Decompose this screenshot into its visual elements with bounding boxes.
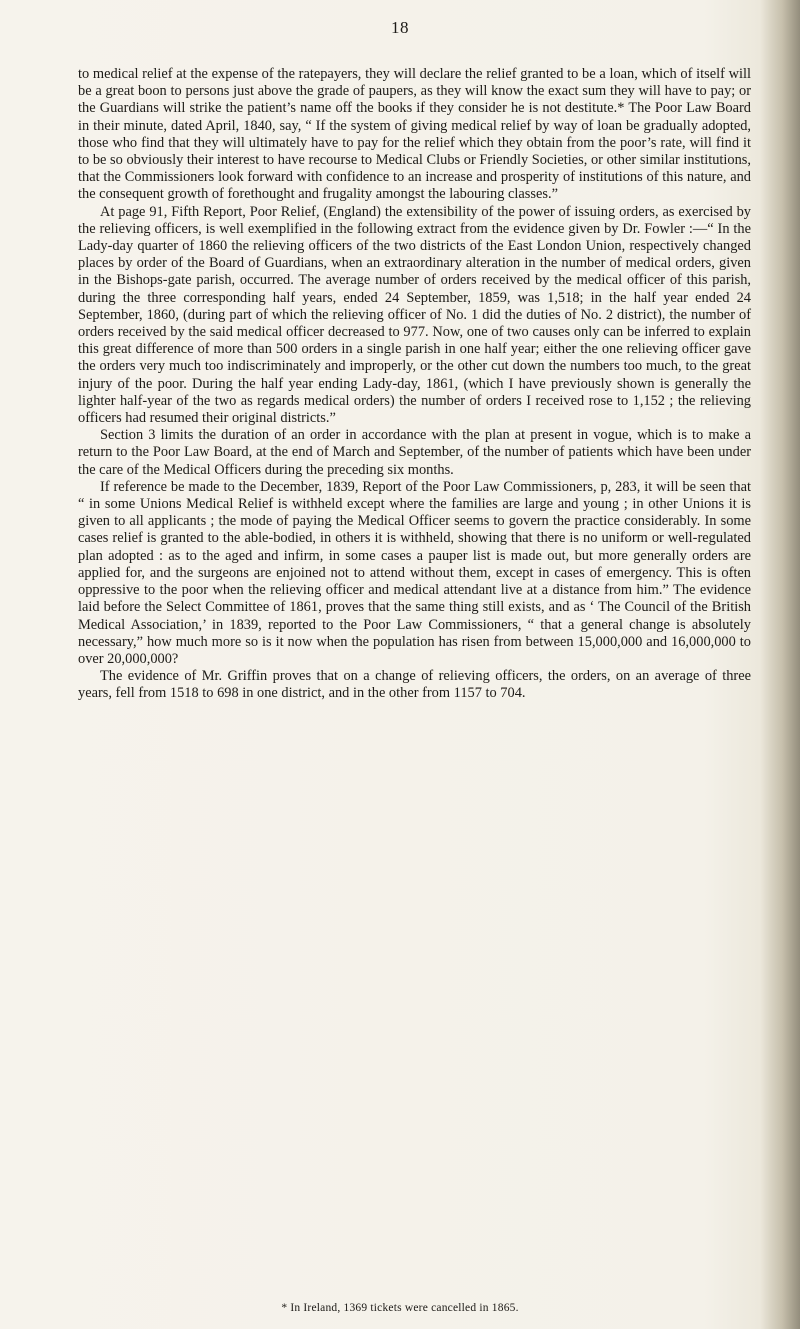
paragraph-3: Section 3 limits the duration of an order in accordance with the plan at present in vogue, which is to make a return to the Poor Law Board, at the end of March and September, of the number of patients which have been under the care of the Medical Officers during the preceding six months.	[78, 427, 751, 478]
body-text	[78, 66, 751, 703]
page-binding-shadow	[760, 0, 800, 1329]
paragraph-1: to medical relief at the expense of the ratepayers, they will declare the relief granted to be a loan, which of itself will be a great boon to persons just above the grade of paupers, as they will know the exact sum they will have to pay; or the Guardians will strike the patient’s name off the books if they consider he is not destitute.* The Poor Law Board in their minute, dated April, 1840, say, “ If the system of giving medical relief by way of loan be gradually adopted, those who find that they will ultimately have to pay for the relief which they obtain from the poor’s rate, will find it to be so obviously their interest to have recourse to Medical Clubs or Friendly Societies, or other similar institutions, that the Commissioners look forward with confidence to an increase and prosperity of institutions of this nature, and the consequent growth of forethought and frugality amongst the labouring classes.”	[78, 66, 751, 203]
paragraph-4: If reference be made to the December, 1839, Report of the Poor Law Commissioners, p, 283, it will be seen that “ in some Unions Medical Relief is withheld except where the families are large and young ; in other Unions it is given to all applicants ; the mode of paying the Medical Officer seems to govern the practice considerably. In some cases relief is granted to the able-bodied, in others it is withheld, showing that there is no uniform or well-regulated plan adopted : as to the aged and infirm, in some cases a pauper list is made out, but more generally orders are applied for, and the surgeons are enjoined not to attend without them, except in cases of emergency. This is often oppressive to the poor when the relieving officer and medical attendant live at a distance from him.” The evidence laid before the Select Committee of 1861, proves that the same thing still exists, and as ‘ The Council of the British Medical Association,’ in 1839, reported to the Poor Law Commissioners, “ that a general change is absolutely necessary,” how much more so is it now when the population has risen from between 15,000,000 and 16,000,000 to over 20,000,000?	[78, 478, 751, 667]
paragraph-2: At page 91, Fifth Report, Poor Relief, (England) the extensibility of the power of issuing orders, as exercised by the relieving officers, is well exemplified in the following extract from the evidence given by Dr. Fowler :—“ In the Lady-day quarter of 1860 the relieving officers of the two districts of the East London Union, respectively changed places by order of the Board of Guardians, when an extraordinary alteration in the number of medical orders, given in the Bishops-gate parish, occurred. The average number of orders received by the medical officer of this parish, during the three corresponding half years, ended 24 September, 1859, was 1,518; in the half year ended 24 September, 1860, (during part of which the relieving officer of No. 1 did the duties of No. 2 district), the number of orders received by the said medical officer decreased to 977. Now, one of two causes only can be inferred to explain this great difference of more than 500 orders in a single parish in one half year; either the one relieving officer gave the orders very much too indiscriminately and improperly, or the other cut down the numbers too much, to the great injury of the poor. During the half year ending Lady-day, 1861, (which I have previously shown is generally the lighter half-year of the two as regards medical orders) the number of orders I received rose to 1,152 ; the relieving officers had resumed their original districts.”	[78, 203, 751, 427]
page-number: 18	[391, 18, 409, 37]
footnote: * In Ireland, 1369 tickets were cancelled in 1865.	[281, 1302, 519, 1314]
paragraph-5: The evidence of Mr. Griffin proves that on a change of relieving officers, the orders, on an average of three years, fell from 1518 to 698 in one district, and in the other from 1157 to 704.	[78, 668, 751, 702]
